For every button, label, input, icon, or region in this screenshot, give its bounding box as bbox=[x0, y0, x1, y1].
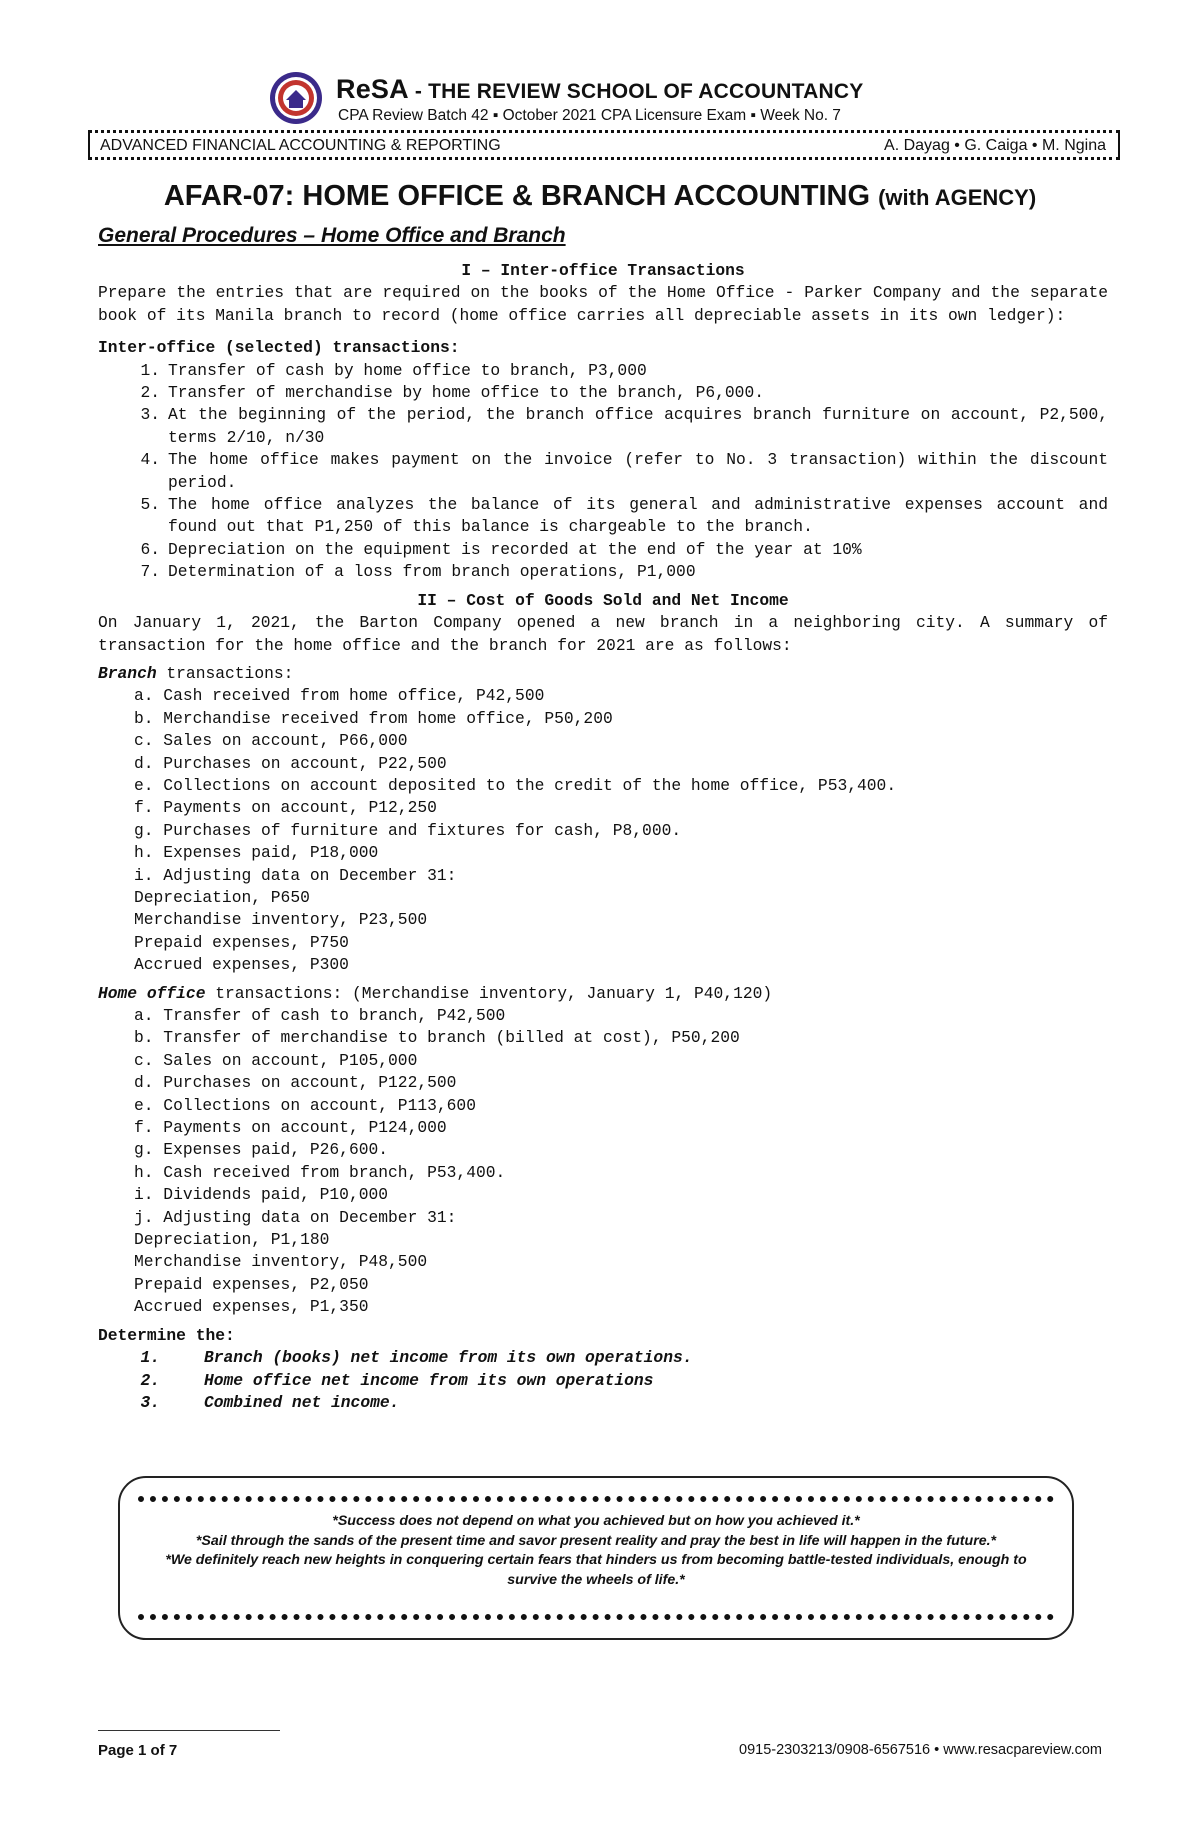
quote: *We definitely reach new heights in conquering certain fears that hinders us from becoming battle-tested individuals, enough to survive the wheels of life.* bbox=[165, 1552, 1027, 1588]
section-heading: II – Cost of Goods Sold and Net Income bbox=[417, 590, 789, 610]
list-item: a. Transfer of cash to branch, P42,500 bbox=[134, 1006, 506, 1025]
section-intro: Prepare the entries that are required on the books of the Home Office - Parker Company and the separate book of its Manila branch to record (home office carries all depreciable assets in its own ledger): bbox=[98, 283, 1108, 325]
page-number: Page 1 of 7 bbox=[98, 1742, 178, 1759]
subject-title: ADVANCED FINANCIAL ACCOUNTING & REPORTING bbox=[100, 137, 501, 154]
section-heading: I – Inter-office Transactions bbox=[461, 261, 745, 280]
list-item: 3. Combined net income. bbox=[140, 1392, 400, 1412]
list-item: d. Purchases on account, P122,500 bbox=[134, 1073, 457, 1093]
footer-rule bbox=[98, 1730, 280, 1731]
authors: A. Dayag • G. Caiga • M. Ngina bbox=[884, 137, 1106, 154]
list-item: j. Adjusting data on December 31: bbox=[134, 1207, 457, 1227]
brand-acronym: ReSA bbox=[336, 74, 409, 104]
list-item: Accrued expenses, P1,350 bbox=[134, 1297, 369, 1317]
school-header bbox=[268, 70, 928, 125]
list-item: Depreciation, P650 bbox=[134, 887, 310, 907]
list-item: Merchandise inventory, P48,500 bbox=[134, 1252, 428, 1272]
list-item: c. Sales on account, P105,000 bbox=[134, 1050, 418, 1070]
list-item: Prepaid expenses, P750 bbox=[134, 932, 349, 952]
list-item: g. Expenses paid, P26,600. bbox=[134, 1140, 389, 1160]
subject-bar bbox=[88, 130, 1120, 160]
list-item: Merchandise inventory, P23,500 bbox=[134, 910, 428, 930]
list-item: b. Transfer of merchandise to branch (billed at cost), P50,200 bbox=[134, 1028, 740, 1048]
quotes bbox=[150, 1512, 1042, 1590]
list-item: 1. Transfer of cash by home office to branch, P3,000 bbox=[140, 360, 647, 380]
determine-heading: Determine the: bbox=[98, 1325, 235, 1345]
section-intro: On January 1, 2021, the Barton Company opened a new branch in a neighboring city. A summary of transaction for the home office and the branch for 2021 are as follows: bbox=[98, 613, 1108, 655]
list-item: Depreciation, P1,180 bbox=[134, 1230, 330, 1250]
brand-full-name: - THE REVIEW SCHOOL OF ACCOUNTANCY bbox=[408, 80, 864, 103]
determine-list bbox=[98, 1347, 1108, 1414]
school-logo bbox=[268, 70, 324, 126]
footer-contact: 0915-2303213/0908-6567516 • www.resacpareview.com bbox=[739, 1742, 1102, 1758]
home-office-transactions bbox=[98, 1005, 1108, 1229]
page-title bbox=[0, 180, 1200, 213]
title-main: AFAR-07: HOME OFFICE & BRANCH ACCOUNTING bbox=[163, 180, 879, 212]
list-item: a. Cash received from home office, P42,500 bbox=[134, 686, 545, 706]
list-heading: Inter-office (selected) transactions: bbox=[98, 338, 460, 358]
page-subtitle: General Procedures – Home Office and Branch bbox=[98, 224, 566, 247]
quote: *Success does not depend on what you achieved but on how you achieved it.* bbox=[332, 1513, 860, 1529]
home-office-heading: Home office transactions: (Merchandise inventory, January 1, P40,120) bbox=[98, 983, 773, 1003]
list-item: h. Expenses paid, P18,000 bbox=[134, 843, 379, 863]
list-item: e. Collections on account, P113,600 bbox=[134, 1095, 476, 1115]
list-item: Prepaid expenses, P2,050 bbox=[134, 1274, 369, 1294]
list-item: 2. Transfer of merchandise by home office to the branch, P6,000. bbox=[140, 383, 764, 403]
list-item: i. Dividends paid, P10,000 bbox=[134, 1185, 389, 1205]
branch-transactions bbox=[98, 685, 1108, 887]
list-item: 3. At the beginning of the period, the branch office acquires branch furniture on account, P2,500, terms 2/10, n/30 bbox=[140, 405, 1108, 447]
school-name bbox=[336, 74, 863, 105]
home-office-adjustments bbox=[98, 1229, 1108, 1319]
list-item: g. Purchases of furniture and fixtures for cash, P8,000. bbox=[134, 820, 682, 840]
interoffice-list bbox=[98, 360, 1108, 584]
list-item: h. Cash received from branch, P53,400. bbox=[134, 1162, 506, 1182]
list-item: Accrued expenses, P300 bbox=[134, 955, 349, 975]
list-item: 4. The home office makes payment on the invoice (refer to No. 3 transaction) within the discount period. bbox=[140, 450, 1108, 492]
list-item: f. Payments on account, P124,000 bbox=[134, 1118, 447, 1138]
list-item: i. Adjusting data on December 31: bbox=[134, 865, 457, 885]
branch-heading: Branch transactions: bbox=[98, 663, 294, 683]
list-item: 2. Home office net income from its own operations bbox=[140, 1370, 654, 1390]
list-item: b. Merchandise received from home office, P50,200 bbox=[134, 708, 613, 728]
list-item: 1. Branch (books) net income from its own operations. bbox=[140, 1348, 693, 1368]
title-suffix: (with AGENCY) bbox=[878, 185, 1037, 210]
list-item: d. Purchases on account, P22,500 bbox=[134, 753, 447, 773]
list-item: f. Payments on account, P12,250 bbox=[134, 798, 437, 818]
motivational-quote-box bbox=[118, 1476, 1074, 1640]
batch-line: CPA Review Batch 42 ▪ October 2021 CPA Licensure Exam ▪ Week No. 7 bbox=[338, 107, 841, 124]
list-item: 5. The home office analyzes the balance of its general and administrative expenses account and found out that P1,250 of this balance is chargeable to the branch. bbox=[140, 495, 1108, 537]
document-body bbox=[98, 260, 1108, 1414]
list-item: c. Sales on account, P66,000 bbox=[134, 731, 408, 751]
branch-adjustments bbox=[98, 887, 1108, 977]
list-item: 7. Determination of a loss from branch operations, P1,000 bbox=[140, 562, 696, 582]
quote: *Sail through the sands of the present time and savor present reality and pray the best in life will happen in the future.* bbox=[195, 1532, 997, 1549]
list-item: e. Collections on account deposited to the credit of the home office, P53,400. bbox=[134, 775, 897, 795]
list-item: 6. Depreciation on the equipment is recorded at the end of the year at 10% bbox=[140, 539, 862, 559]
